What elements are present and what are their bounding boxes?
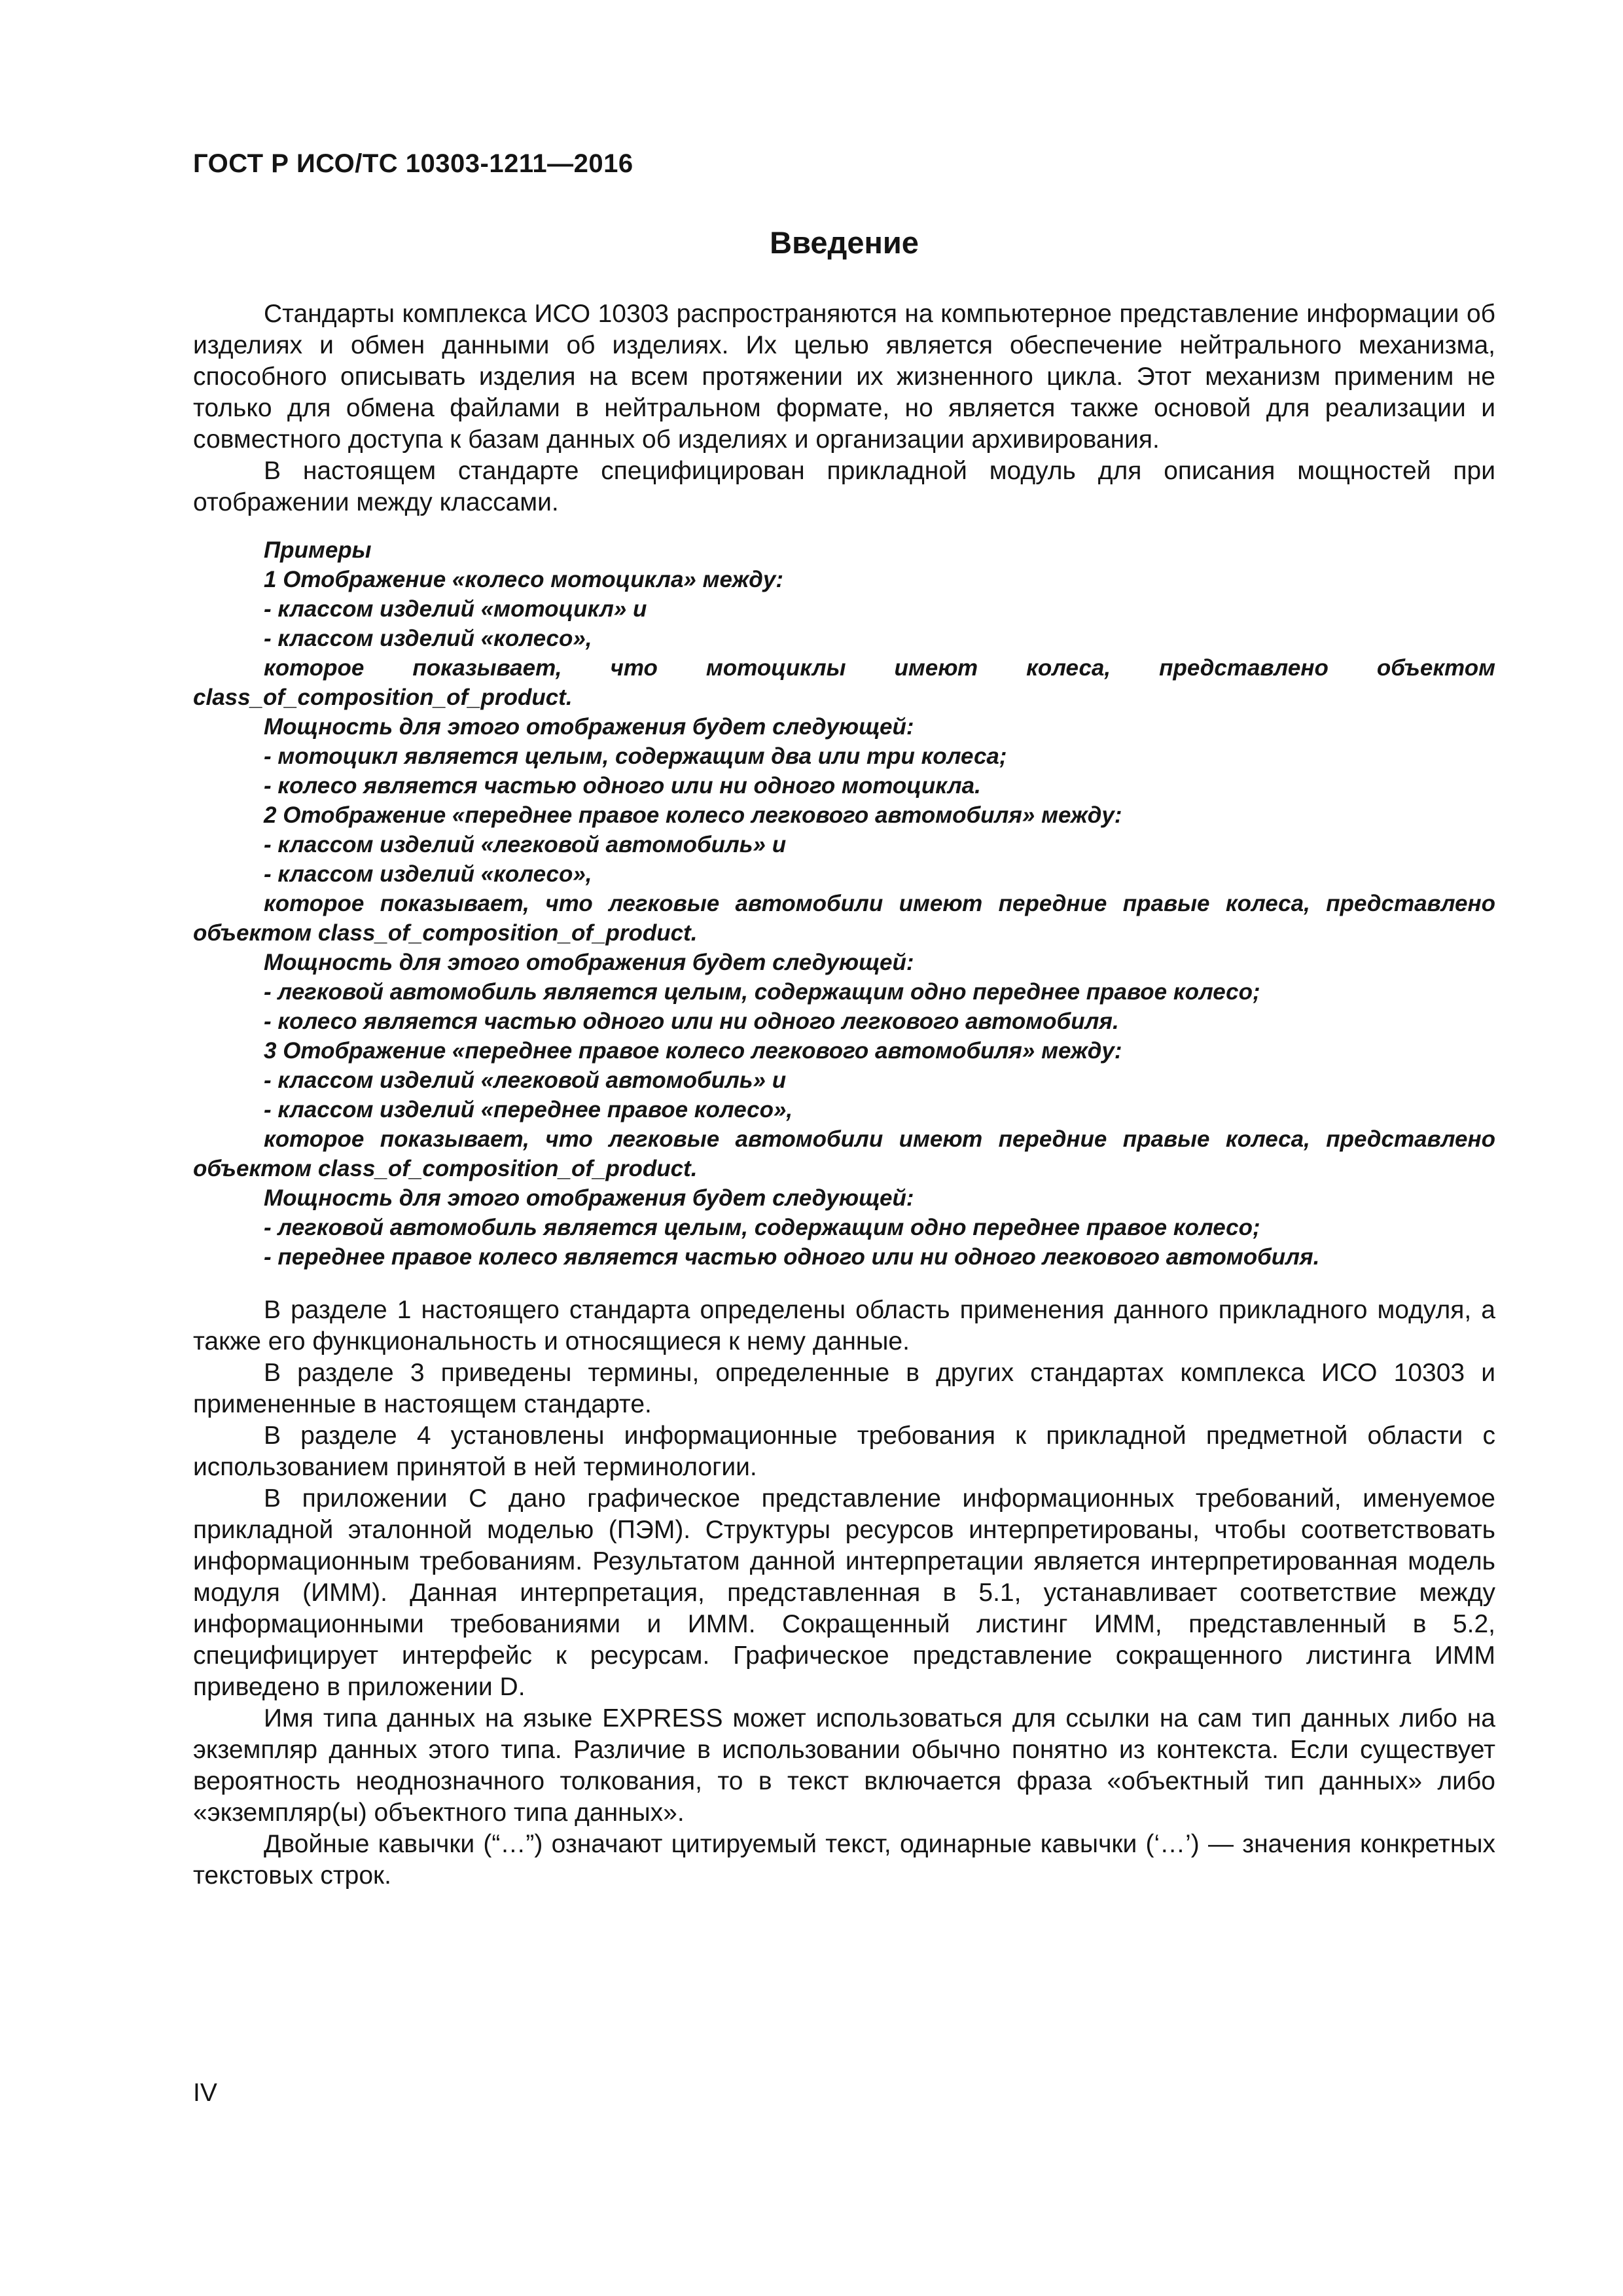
- example-3-line-8: - переднее правое колесо является частью одного или ни одного легкового автомобиля.: [264, 1244, 1320, 1270]
- section-paragraph-1: В разделе 1 настоящего стандарта определены область применения данного прикладного модуля, а также его функциональность и относящиеся к нему данные.: [193, 1296, 1495, 1355]
- example-3-line-2: - классом изделий «легковой автомобиль» и: [264, 1067, 787, 1093]
- example-2-line-5: объектом class_of_composition_of_product.: [193, 920, 698, 946]
- section-paragraph-6: Двойные кавычки (“…”) означают цитируемый текст, одинарные кавычки (‘…’) — значения конкретных текстовых строк.: [193, 1830, 1495, 1890]
- intro-paragraph-2: В настоящем стандарте специфицирован прикладной модуль для описания мощностей при отображении между классами.: [193, 457, 1495, 516]
- example-1-line-4: которое показывает, что мотоциклы имеют колеса, представлено объектом: [264, 655, 1495, 681]
- page-number: IV: [193, 2079, 217, 2107]
- example-1-line-7: - мотоцикл является целым, содержащим два или три колеса;: [264, 744, 1007, 769]
- example-3-line-6: Мощность для этого отображения будет следующей:: [264, 1185, 914, 1211]
- example-1-line-8: - колесо является частью одного или ни одного мотоцикла.: [264, 773, 981, 798]
- examples-block: [193, 535, 1495, 1272]
- example-1-line-5: class_of_composition_of_product.: [193, 685, 573, 710]
- example-2-line-8: - колесо является частью одного или ни одного легкового автомобиля.: [264, 1009, 1119, 1034]
- example-1-line-3: - классом изделий «колесо»,: [264, 626, 592, 651]
- intro-paragraph-1: Стандарты комплекса ИСО 10303 распространяются на компьютерное представление информации об изделиях и обмен данными об изделиях. Их целью является обеспечение нейтрального механизма, способного описывать изделия на всем протяжении их жизненного цикла. Этот механизм применим не только для обмена файлами в нейтральном формате, но является также основой для реализации и совместного доступа к базам данных об изделиях и организации архивирования.: [193, 300, 1495, 454]
- example-1-line-6: Мощность для этого отображения будет следующей:: [264, 714, 914, 740]
- example-3-line-5: объектом class_of_composition_of_product.: [193, 1156, 698, 1181]
- example-2-line-3: - классом изделий «колесо»,: [264, 861, 592, 887]
- example-3-line-1: 3 Отображение «переднее правое колесо легкового автомобиля» между:: [264, 1038, 1122, 1064]
- section-paragraph-4: В приложении С дано графическое представление информационных требований, именуемое прикладной эталонной моделью (ПЭМ). Структуры ресурсов интерпретированы, чтобы соответствовать информационным требованиям. Результатом данной интерпретации является интерпретированная модель модуля (ИММ). Данная интерпретация, представленная в 5.1, устанавливает соответствие между информационными требованиями и ИММ. Сокращенный листинг ИММ, представленный в 5.2, специфицирует интерфейс к ресурсам. Графическое представление сокращенного листинга ИММ приведено в приложении D.: [193, 1484, 1495, 1701]
- example-2-line-2: - классом изделий «легковой автомобиль» и: [264, 832, 787, 857]
- examples-heading: Примеры: [264, 537, 372, 563]
- example-3-line-3: - классом изделий «переднее правое колесо»,: [264, 1097, 793, 1122]
- sections-block: [193, 1295, 1495, 1892]
- example-2-line-4: которое показывает, что легковые автомобили имеют передние правые колеса, представлено: [264, 891, 1495, 916]
- example-1-line-1: 1 Отображение «колесо мотоцикла» между:: [264, 567, 784, 592]
- section-title: Введение: [770, 225, 919, 260]
- example-3-line-4: которое показывает, что легковые автомобили имеют передние правые колеса, представлено: [264, 1126, 1495, 1152]
- intro-block: [193, 298, 1495, 518]
- example-2-line-7: - легковой автомобиль является целым, содержащим одно переднее правое колесо;: [264, 979, 1260, 1005]
- section-paragraph-2: В разделе 3 приведены термины, определенные в других стандартах комплекса ИСО 10303 и примененные в настоящем стандарте.: [193, 1359, 1495, 1418]
- example-3-line-7: - легковой автомобиль является целым, содержащим одно переднее правое колесо;: [264, 1215, 1260, 1240]
- example-2-line-6: Мощность для этого отображения будет следующей:: [264, 950, 914, 975]
- example-1-line-2: - классом изделий «мотоцикл» и: [264, 596, 647, 622]
- example-2-line-1: 2 Отображение «переднее правое колесо легкового автомобиля» между:: [264, 802, 1122, 828]
- section-paragraph-5: Имя типа данных на языке EXPRESS может использоваться для ссылки на сам тип данных либо на экземпляр данных этого типа. Различие в использовании обычно понятно из контекста. Если существует вероятность неоднозначного толкования, то в текст включается фраза «объектный тип данных» либо «экземпляр(ы) объектного типа данных».: [193, 1704, 1495, 1827]
- document-code: ГОСТ Р ИСО/ТС 10303-1211—2016: [193, 149, 633, 178]
- section-paragraph-3: В разделе 4 установлены информационные требования к прикладной предметной области с использованием принятой в ней терминологии.: [193, 1422, 1495, 1481]
